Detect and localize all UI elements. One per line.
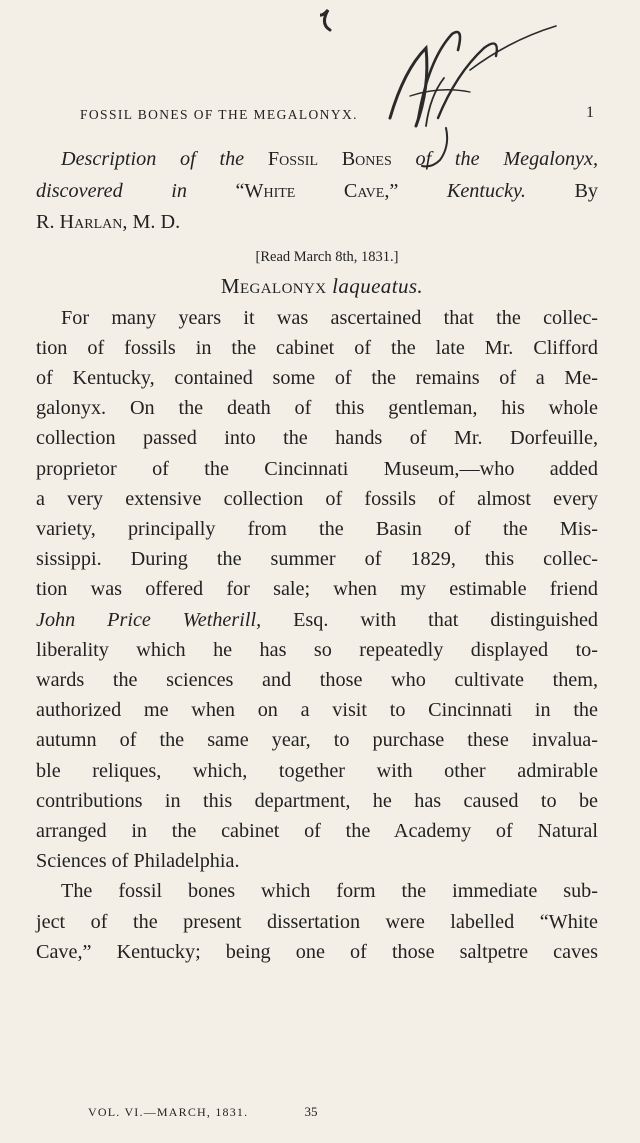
article-title <box>36 144 598 239</box>
signature-mark: 35 <box>304 1104 318 1119</box>
page-header <box>0 103 640 129</box>
paragraph-2: The fossil bones which form the immediate sub- ject of the present dissertation were labelled “White Cave,” Kentucky; being one of those saltpetre caves <box>36 880 598 963</box>
paragraph-1: For many years it was ascertained that the collec- tion of fossils in the cabinet of the late Mr. Clifford of Kentucky, contained some of the remains of a Me- galonyx. On the death of this gentleman, his whole collection passed into the hands of Mr. Dorfeuille, proprietor of the Cincinnati Museum,—who added a very extensive collection of fossils of almost every variety, principally from the Basin of the Mis- sissippi. During the summer of 1829, this collec- tion was offered for sale; when my estimable friend John Price Wetherill, Esq. with that distinguished liberality which he has so repeatedly displayed to- wards the sciences and those who cultivate them, authorized me when on a visit to Cincinnati in the autumn of the same year, to purchase these invalua- ble reliques, which, together with other admirable contributions in this department, he has caused to be arranged in the cabinet of the Academy of Natural Sciences of Philadelphia. <box>36 306 598 873</box>
title-line: discovered in “White Cave,” Kentucky. By <box>36 179 598 202</box>
page-number: 1 <box>586 104 594 121</box>
page-footer <box>88 1104 488 1120</box>
author-line: R. Harlan, M. D. <box>36 211 181 233</box>
text-body <box>36 144 598 967</box>
volume-line: VOL. VI.—MARCH, 1831. <box>88 1105 249 1119</box>
species-epithet: laqueatus. <box>332 273 424 298</box>
title-line: Description of the Fossil Bones of the Megalonyx, <box>61 148 599 170</box>
species-heading <box>36 274 598 299</box>
running-head: FOSSIL BONES OF THE MEGALONYX. <box>80 107 358 122</box>
genus-name: Megalonyx <box>220 273 327 298</box>
read-date: [Read March 8th, 1831.] <box>255 248 399 265</box>
